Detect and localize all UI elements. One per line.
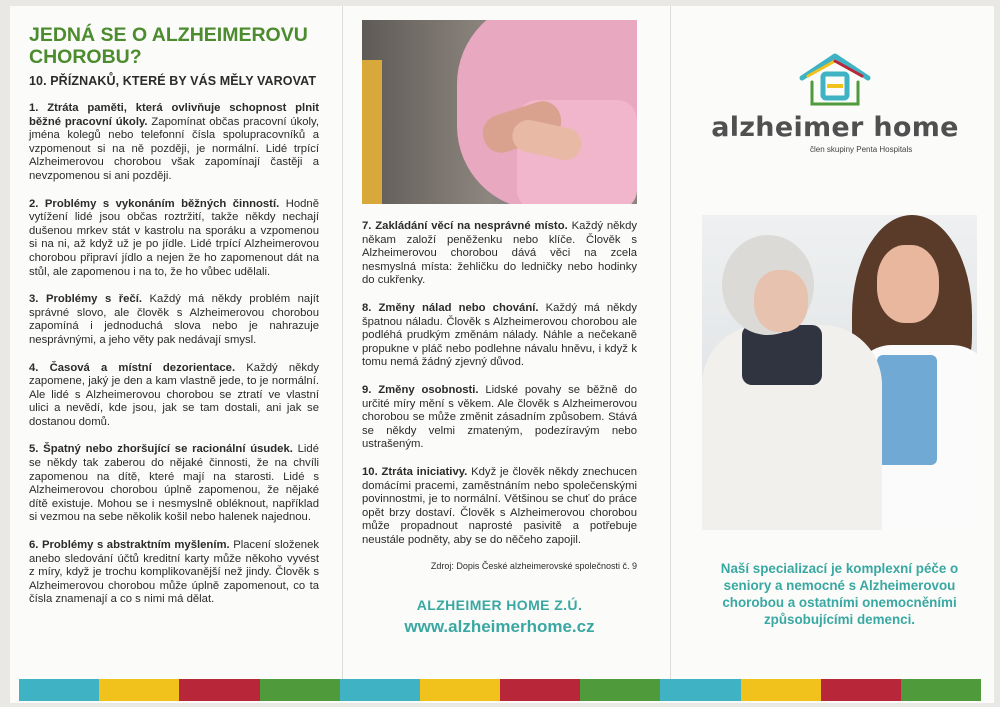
symptom-title: 5. Špatný nebo zhoršující se racionální úsudek. bbox=[29, 443, 293, 456]
caregiver-photo bbox=[702, 215, 977, 530]
fold-line bbox=[670, 6, 671, 682]
symptom-item bbox=[29, 443, 319, 525]
symptom-item bbox=[29, 198, 319, 280]
symptom-title: 9. Změny osobnosti. bbox=[362, 383, 479, 396]
symptom-text: Lidé se někdy tak zaberou do nějaké činnosti, že na chvíli zapomenou na dítě, které mají na starosti. Lidé s Alzheimerovou chorobou úplně zapomenou, že nějaké dítě existuje. Mohou se i nesmyslně obléknout, například si vezmou na sebe několik košil nebo halenek najednou. bbox=[29, 443, 319, 524]
color-band-segment bbox=[821, 679, 901, 701]
color-band-segment bbox=[260, 679, 340, 701]
color-band bbox=[19, 679, 981, 701]
source-note: Zdroj: Dopis České alzheimerovské společnosti č. 9 bbox=[430, 561, 637, 572]
symptom-text: Hodně vytížení lidé jsou občas roztržití, takže někdy nechají dušenou mrkev stát v kastrolu na sporáku a vzpomenou si na ni, až když už je po jídle. Lidé trpící Alzheimerovou chorobou připraví jídlo a nejen že ho zapomenout dát na stůl, ale zapomenou i na to, že ho vůbec udělali. bbox=[29, 197, 319, 278]
website-link[interactable]: www.alzheimerhome.cz bbox=[404, 617, 595, 637]
color-band-segment bbox=[660, 679, 740, 701]
color-band-segment bbox=[420, 679, 500, 701]
symptom-title: 8. Změny nálad nebo chování. bbox=[362, 301, 539, 314]
symptom-title: 4. Časová a místní dezorientace. bbox=[29, 361, 236, 374]
color-band-segment bbox=[340, 679, 420, 701]
symptom-text: Zapomínat občas pracovní úkoly, jména kolegů nebo telefonní čísla spolupracovníků a vzpomenout si na ně později, je normální. Lidé trpící Alzheimerovou chorobou však zapomínají častěji a nevzpomenou si ani později. bbox=[29, 115, 320, 182]
symptom-item bbox=[29, 539, 319, 607]
symptom-text: Každý má někdy špatnou náladu. Člověk s Alzheimerovou chorobou ale podléhá prudkým změnám nálady. Náhle a nečekaně propukne v pláč nebo podlehne návalu hněvu, i když k tomu nemá žádný zjevný důvod. bbox=[362, 301, 637, 369]
page-headline: JEDNÁ SE O ALZHEIMEROVU CHOROBU? bbox=[29, 24, 308, 68]
symptom-item bbox=[362, 220, 637, 288]
symptom-text: Každý má někdy problém najít správné slovo, ale člověk s Alzheimerovou chorobou zapomíná i jednoduchá slova nebo je nahrazuje nesprávnými, a jeho věty pak nedávají smysl. bbox=[29, 293, 319, 346]
symptom-item bbox=[29, 293, 319, 347]
symptom-text: Každý někdy zapomene, jaký je den a kam vlastně jede, to je normální. Ale lidé s Alzheimerovou chorobou se ztratí ve vlastní ulici a nevědí, kde jsou, jak se tam dostali, ani jak se dostanou domů. bbox=[29, 361, 319, 428]
symptom-item bbox=[362, 466, 637, 548]
color-band-segment bbox=[19, 679, 99, 701]
house-icon bbox=[796, 52, 874, 110]
logo-wordmark: alzheimer home bbox=[711, 112, 959, 143]
symptom-title: 6. Problémy s abstraktním myšlením. bbox=[29, 539, 230, 552]
symptoms-column-middle bbox=[362, 20, 637, 637]
symptom-title: 1. Ztráta paměti, která ovlivňuje schopnost plnit běžné pracovní úkoly. bbox=[29, 102, 319, 128]
symptom-item bbox=[362, 384, 637, 452]
symptom-item bbox=[362, 302, 637, 370]
symptoms-list-1 bbox=[29, 102, 319, 607]
symptoms-list-2 bbox=[362, 220, 637, 547]
fold-line bbox=[342, 6, 343, 682]
color-band-segment bbox=[741, 679, 821, 701]
color-band-segment bbox=[580, 679, 660, 701]
color-band-segment bbox=[99, 679, 179, 701]
symptom-text: Lidské povahy se běžně do určité míry mění s věkem. Ale člověk s Alzheimerovou chorobou se může změnit zásadním způsobem. Stává se někdy velmi zmateným, podezíravým nebo ustrašeným. bbox=[362, 383, 638, 451]
color-band-segment bbox=[500, 679, 580, 701]
hands-photo bbox=[362, 20, 637, 204]
symptom-item bbox=[29, 362, 319, 430]
symptoms-column-left bbox=[29, 24, 319, 621]
symptom-title: 10. Ztráta iniciativy. bbox=[362, 465, 468, 478]
org-name: ALZHEIMER HOME Z.Ú. bbox=[416, 597, 583, 614]
symptom-title: 3. Problémy s řečí. bbox=[29, 293, 142, 306]
contact-block bbox=[362, 597, 637, 637]
symptoms-subheading: 10. PŘÍZNAKŮ, KTERÉ BY VÁS MĚLY VAROVAT bbox=[29, 74, 317, 88]
brand-logo bbox=[700, 52, 970, 154]
symptom-title: 2. Problémy s vykonáním běžných činností. bbox=[29, 197, 280, 210]
symptom-text: Když je člověk někdy znechucen domácími pracemi, zaměstnáním nebo společenskými povinnostmi, je to normální. Většinou se chuť do práce opět brzy dostaví. Člověk s Alzheimerovou chorobou může propadnout naprosté pasivitě a potřebuje neustále podněty, aby se do něčeho zapojil. bbox=[362, 465, 637, 546]
color-band-segment bbox=[901, 679, 981, 701]
symptom-title: 7. Zakládání věcí na nesprávné místo. bbox=[362, 220, 568, 232]
symptom-text: Každý někdy někam založí peněženku nebo klíče. Člověk s Alzheimerovou chorobou dává věci na zcela nesmyslná místa: žehličku do ledničky nebo hodinky do cukřenky. bbox=[362, 220, 637, 287]
specialization-tagline: Naší specializací je komplexní péče o seniory a nemocné s Alzheimerovou chorobou a ostatními onemocněními způsobujícími demenci. bbox=[720, 561, 959, 627]
color-band-segment bbox=[179, 679, 259, 701]
logo-subtitle: člen skupiny Penta Hospitals bbox=[810, 145, 913, 154]
symptom-item bbox=[29, 102, 319, 184]
symptom-text: Placení složenek anebo sledování účtů kreditní karty může někoho vyvést z míry, když je trochu komplikovanější než jindy. Člověk s Alzheimerovou chorobou může úplně zapomenout, co ta čísla znamenají a co s nimi má dělat. bbox=[29, 539, 320, 606]
